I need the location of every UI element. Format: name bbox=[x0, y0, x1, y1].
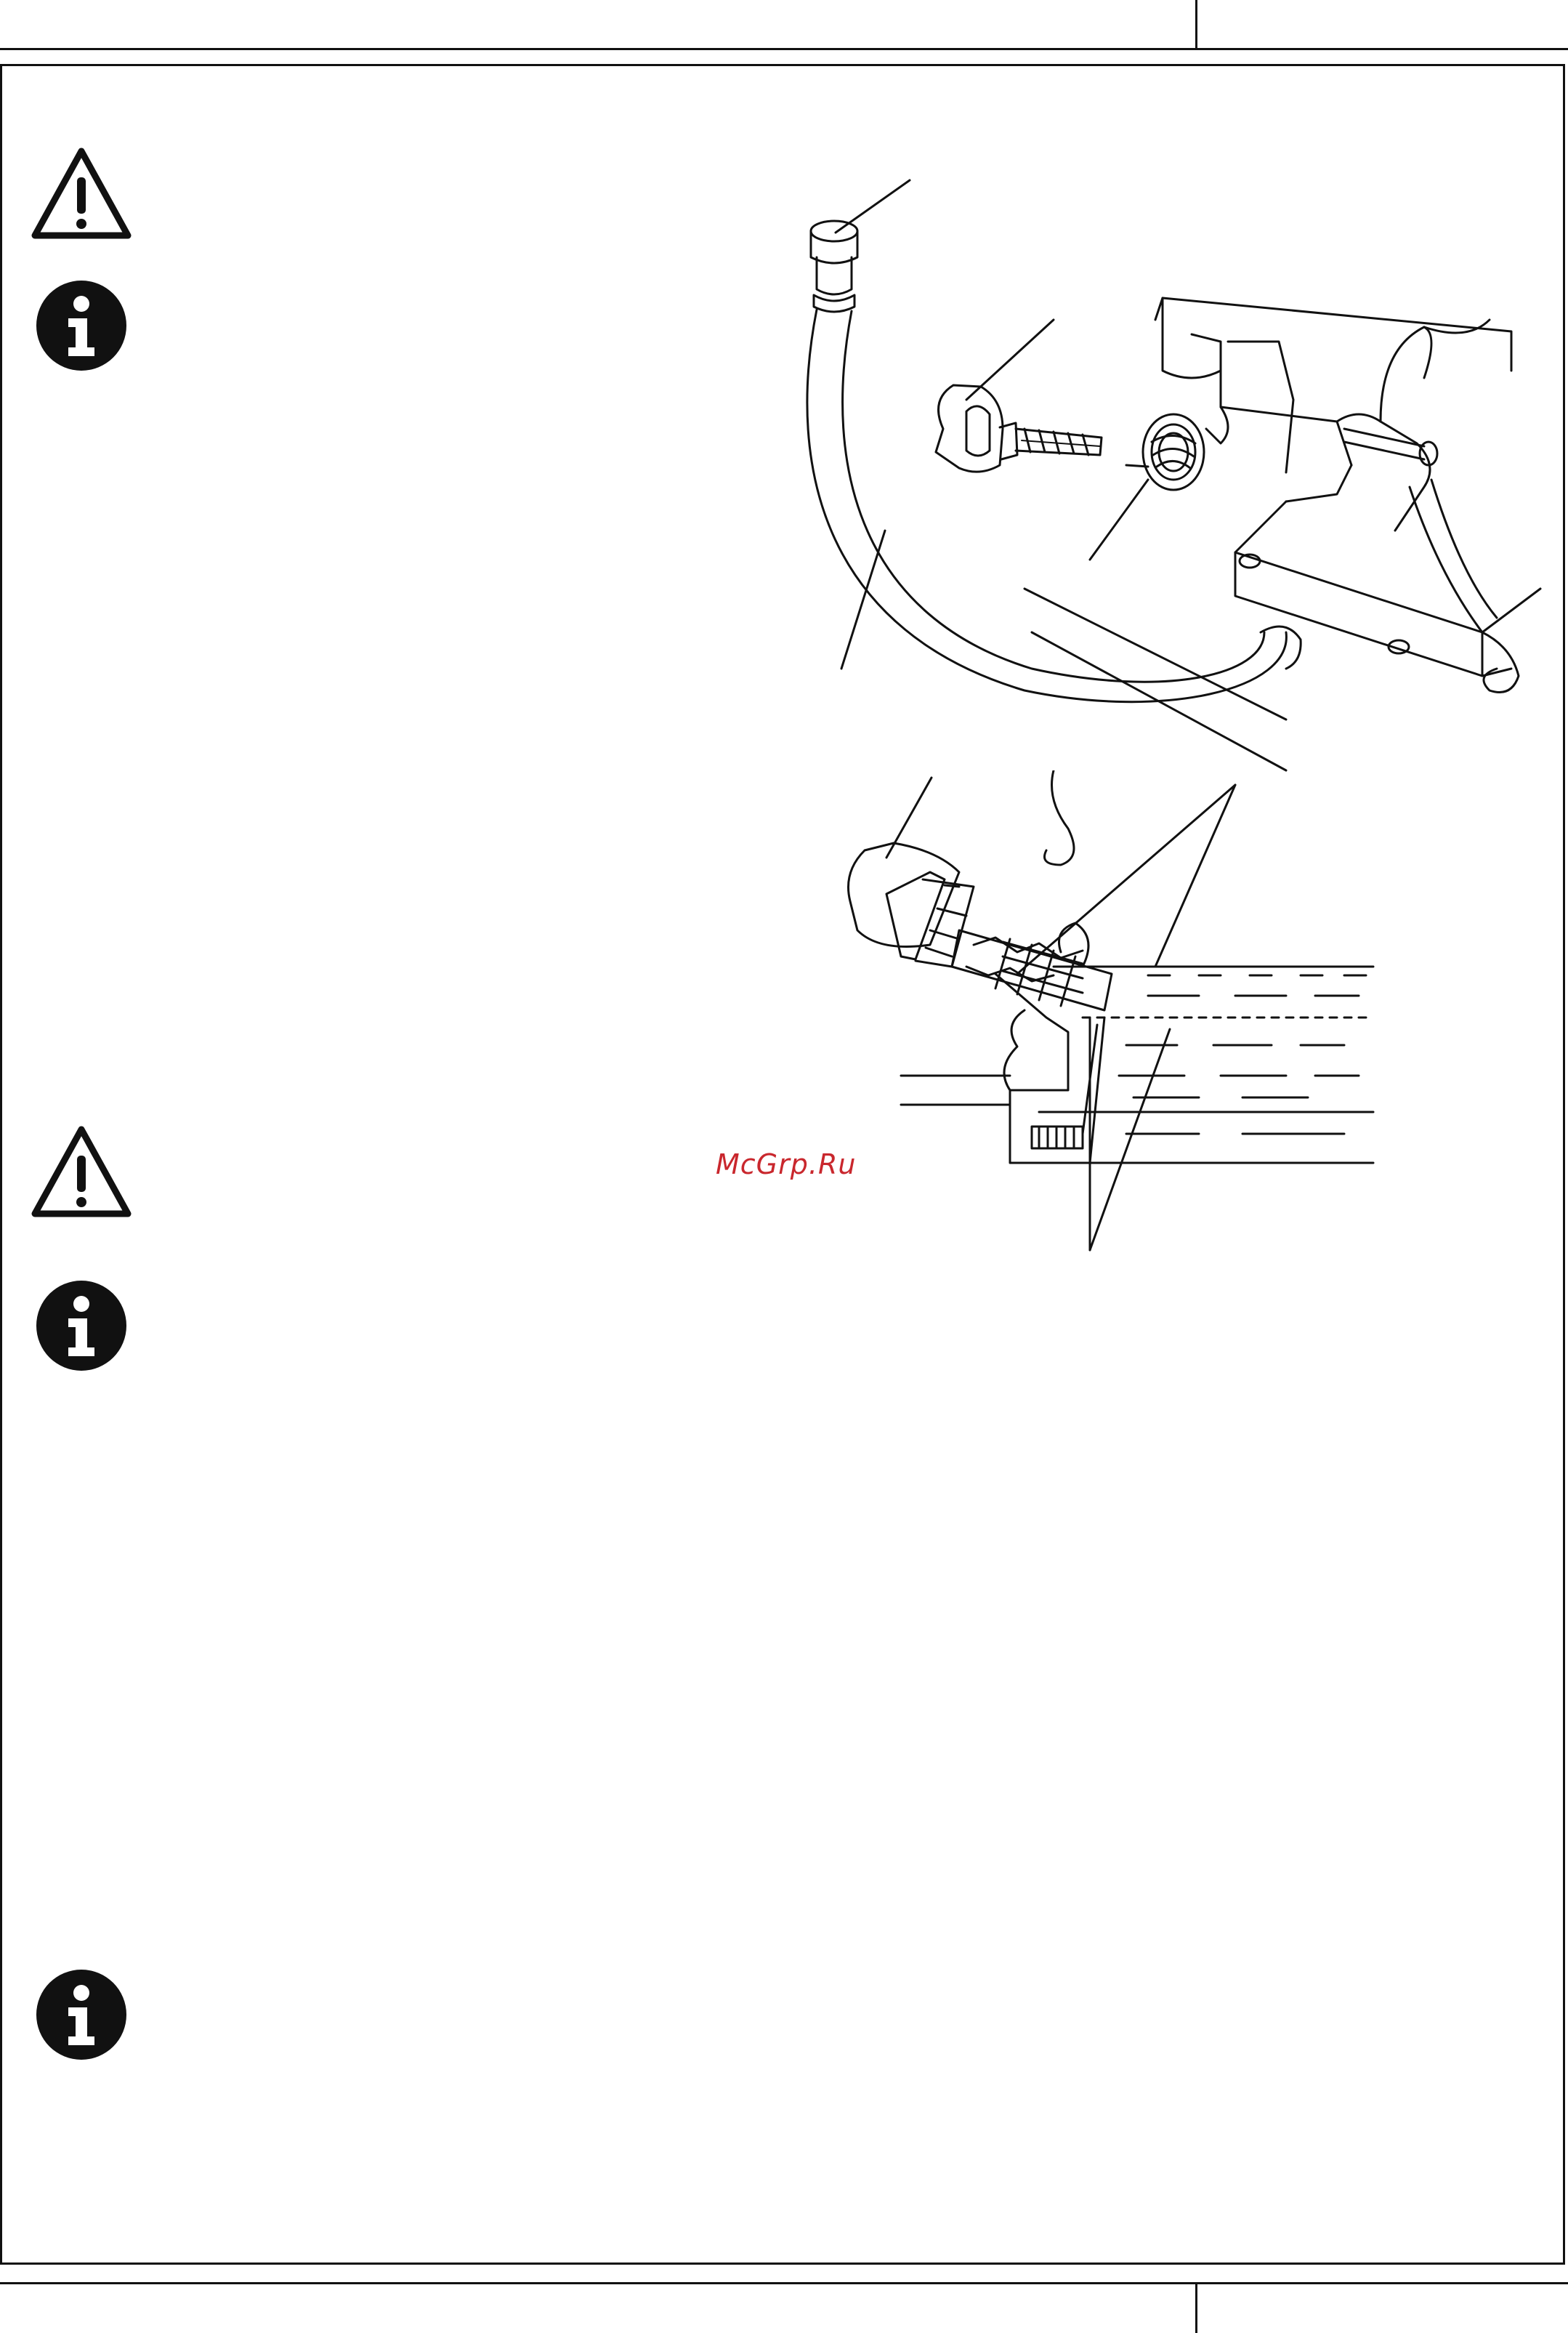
footer-rule bbox=[0, 2282, 1568, 2284]
hose-cap bbox=[811, 221, 857, 312]
drain-plug bbox=[936, 385, 1102, 472]
oil-level-section-illustration bbox=[836, 770, 1388, 1265]
warning-triangle-icon bbox=[31, 1124, 132, 1218]
warning-triangle-icon bbox=[31, 145, 132, 240]
watermark-text: McGrp.Ru bbox=[716, 1148, 857, 1180]
info-circle-icon bbox=[35, 1968, 128, 2061]
header-divider bbox=[1195, 0, 1197, 49]
info-circle-icon bbox=[35, 279, 128, 372]
section-oil-pan bbox=[901, 770, 1373, 1163]
info-circle-icon bbox=[35, 1279, 128, 1372]
engine-block bbox=[1025, 298, 1540, 770]
drain-hose-illustration bbox=[785, 167, 1555, 785]
drain-hose bbox=[807, 310, 1286, 702]
drain-port bbox=[1126, 414, 1204, 490]
header-rule-top bbox=[0, 48, 1568, 50]
footer-divider bbox=[1195, 2282, 1197, 2333]
